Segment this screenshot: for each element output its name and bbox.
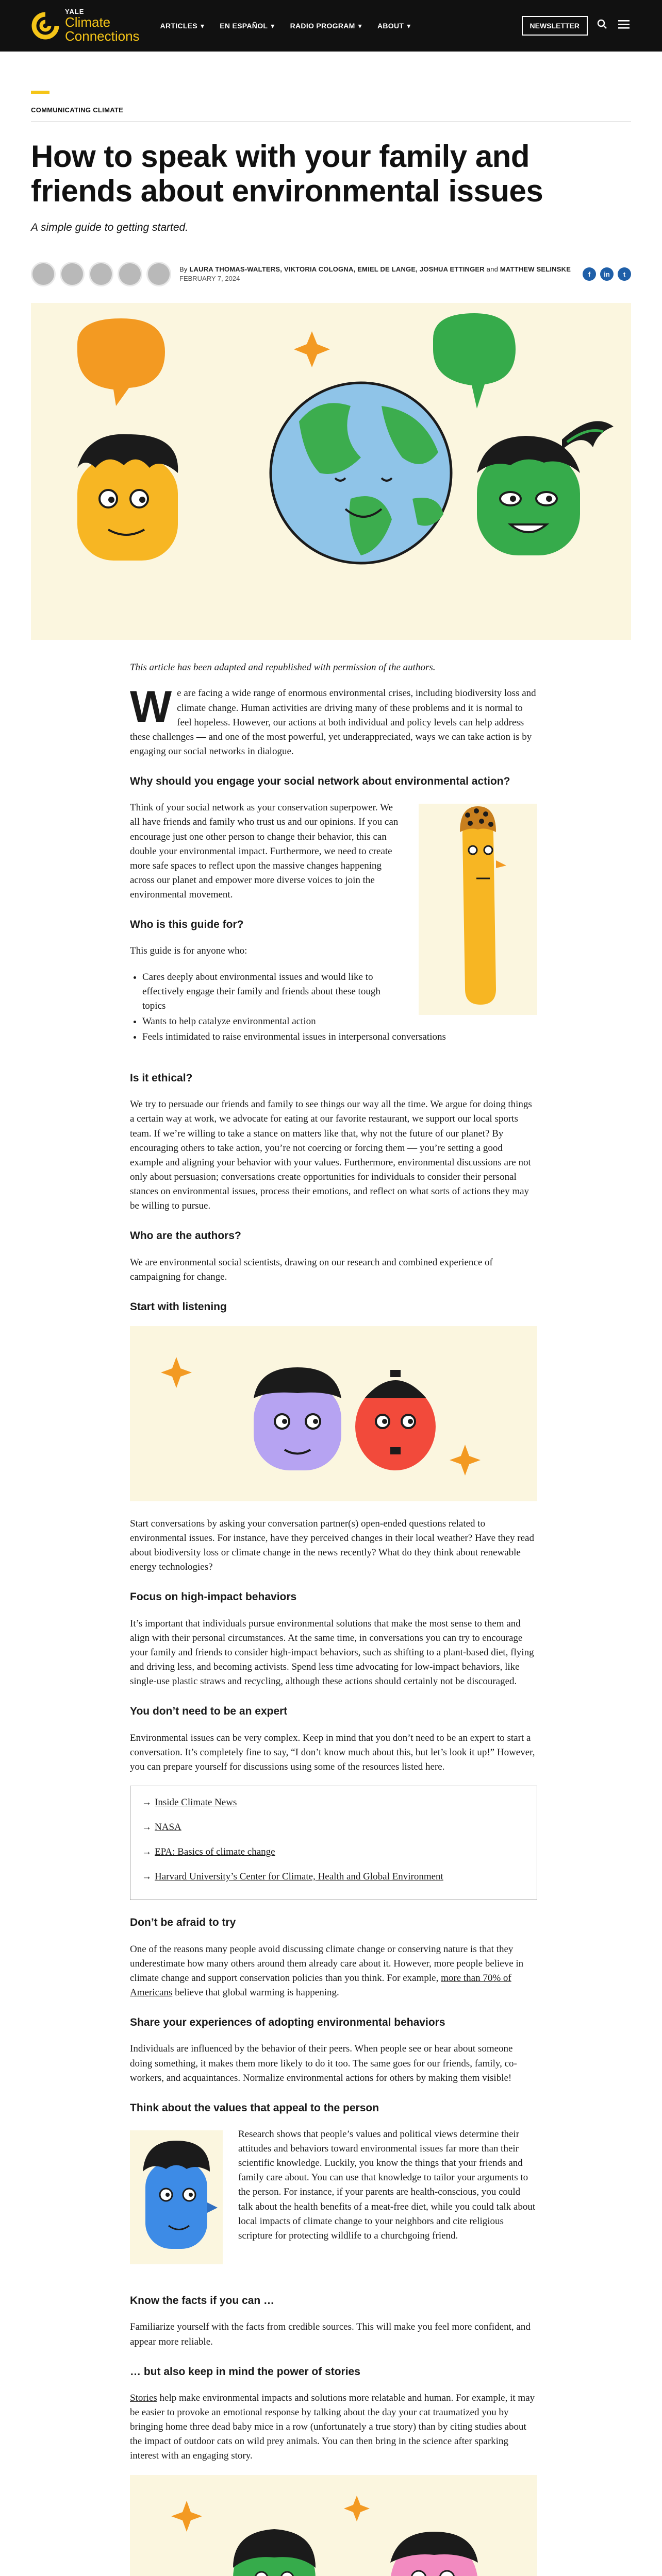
hamburger-icon[interactable] <box>617 20 631 32</box>
newsletter-button[interactable]: NEWSLETTER <box>522 16 588 36</box>
paragraph-text: One of the reasons many people avoid discussing climate change or conserving nature is that they underestimate how many others around them already care about it. However, more people believe in climate change and support conservation policies than you think. For example, <box>130 1943 524 1984</box>
main-menu <box>160 22 411 30</box>
category-link[interactable]: COMMUNICATING CLIMATE <box>31 106 124 114</box>
paragraph: We are environmental social scientists, drawing on our research and combined experience of campaigning for change. <box>130 1257 493 1282</box>
section-heading: Don’t be afraid to try <box>130 1917 236 1929</box>
stories-link[interactable]: Stories <box>130 2392 157 2403</box>
logo-climate: Climate <box>65 14 111 30</box>
top-navigation <box>0 0 662 52</box>
bottom-faces-illustration <box>130 2475 537 2576</box>
paragraph: We try to persuade our friends and family to see things our way all the time. We argue for doing things a certain way at work, we advocate for eating at our favorite restaurant, we support our local sports team. If we’re willing to take a stance on matters like that, why not the future of our planet? By encouraging others to take action, you’re not coercing or forcing them — you’re setting a good example and aligning your behavior with your values. Furthermore, environmental discussions are not only about persuasion; conversations create opportunities for individuals to consider their personal stances on environmental issues, process their emotions, and reflect on what sorts of actions they may be willing to pursue. <box>130 1099 532 1212</box>
paragraph: Familiarize yourself with the facts from credible sources. This will make you feel more confident, and appear more reliable. <box>130 2321 531 2347</box>
author-avatars <box>31 262 171 286</box>
divider <box>31 121 631 122</box>
section-heading: Share your experiences of adopting environmental behaviors <box>130 2016 445 2029</box>
arrow-right-icon: → <box>142 1846 152 1858</box>
paragraph: Research shows that people’s values and political views determine their attitudes and behaviors toward environmental issues far more than their scientific knowledge. Luckily, you know the things that your friends and family care about. You can use that knowledge to tailor your arguments to the person. For instance, if your parents are health-conscious, you could talk about the health benefits of a meat-free diet, while you could talk about local impacts of climate change to your neighbors and cite religious scripture for protecting wildlife to a churchgoing friend. <box>238 2129 536 2241</box>
paragraph-text: e are facing a wide range of enormous environmental crises, including biodiversity loss and climate change. Human activities are driving many of these problems and it is normal to feel hopeless. However, our actions at both individual and policy levels can help address these challenges — and one of the most powerful, yet underappreciated, ways we can take action is by engaging our social networks in dialogue. <box>130 688 536 757</box>
list-item: • Cares deeply about environmental issues and would like to effectively engage their family and friends about these tough topics <box>142 970 537 1013</box>
resource-link[interactable]: NASA <box>155 1822 181 1833</box>
avatar[interactable] <box>60 262 85 286</box>
chevron-down-icon: ▾ <box>271 21 275 30</box>
avatar[interactable] <box>31 262 56 286</box>
share-buttons <box>583 267 631 281</box>
people-and-earth-illustration <box>31 303 631 640</box>
menu-item-en-espanol[interactable] <box>220 22 274 30</box>
list-item: • Wants to help catalyze environmental action <box>142 1014 537 1029</box>
bottom-faces-icon <box>130 2475 537 2576</box>
section-heading: Is it ethical? <box>130 1072 193 1084</box>
section-heading: Who are the authors? <box>130 1230 241 1242</box>
blue-face-icon <box>130 2130 223 2264</box>
byline-and: and <box>486 265 498 273</box>
blue-face-illustration <box>130 2130 223 2269</box>
site-logo[interactable] <box>31 8 140 43</box>
two-faces-illustration <box>130 1326 537 1501</box>
avatar[interactable] <box>89 262 113 286</box>
section-heading: Know the facts if you can … <box>130 2295 275 2307</box>
resource-item <box>142 1795 525 1810</box>
menu-item-label: RADIO PROGRAM <box>290 22 355 30</box>
article-subtitle: A simple guide to getting started. <box>31 222 189 234</box>
menu-item-articles[interactable] <box>160 22 205 30</box>
section-heading: You don’t need to be an expert <box>130 1705 288 1718</box>
section-heading: … but also keep in mind the power of stories <box>130 2365 360 2378</box>
logo-yale: YALE <box>65 7 85 15</box>
article-title: How to speak with your family and friends about environmental issues <box>31 139 543 209</box>
resource-item <box>142 1845 525 1859</box>
paragraph-text: believe that global warming is happening. <box>172 1987 339 1998</box>
menu-item-label: ARTICLES <box>160 22 197 30</box>
menu-item-label: ABOUT <box>377 22 404 30</box>
linkedin-icon[interactable]: in <box>600 267 614 281</box>
chevron-down-icon: ▾ <box>200 21 205 30</box>
section-heading: Focus on high-impact behaviors <box>130 1591 297 1603</box>
chevron-down-icon: ▾ <box>407 21 411 30</box>
menu-item-label: EN ESPAÑOL <box>220 22 268 30</box>
hero-illustration <box>31 303 631 640</box>
resource-item <box>142 1870 525 1884</box>
resource-link[interactable]: Harvard University’s Center for Climate, Health and Global Environment <box>155 1871 443 1883</box>
resource-link[interactable]: Inside Climate News <box>155 1797 237 1808</box>
resource-item <box>142 1820 525 1835</box>
paragraph: Think of your social network as your conservation superpower. We all have friends and family who trust us and our opinions. If you can encourage just one other person to change their behavior, this can double your environmental impact. Furthermore, we need to create more safe spaces to reflect upon the massive changes happening across our planet and empower more diverse voices to join the environmental movement. <box>130 802 399 900</box>
last-author[interactable]: MATTHEW SELINSKE <box>500 265 571 273</box>
facebook-icon[interactable]: f <box>583 267 596 281</box>
tall-person-icon <box>419 804 537 1015</box>
byline-row <box>31 262 631 286</box>
author-names[interactable]: LAURA THOMAS-WALTERS, VIKTORIA COLOGNA, EMIEL DE LANGE, JOSHUA ETTINGER <box>189 265 485 273</box>
byline-by: By <box>179 265 188 273</box>
dropcap: W <box>130 682 172 732</box>
search-icon[interactable] <box>595 19 609 32</box>
resource-link[interactable]: EPA: Basics of climate change <box>155 1846 275 1858</box>
byline <box>179 265 571 284</box>
paragraph-text: help make environmental impacts and solutions more relatable and human. For example, it may be easier to provoke an emotional response by talking about the day your cat traumatized you by bringing home three dead baby mice in a row (unfortunately a true story) than by citing studies about the impact of outdoor cats on wild prey animals. You can then bring in the science after sparking interest with an engaging story. <box>130 2392 535 2462</box>
publish-date: FEBRUARY 7, 2024 <box>179 275 240 283</box>
paragraph <box>130 682 537 759</box>
paragraph <box>130 1942 537 2000</box>
article-body <box>130 660 537 2576</box>
chevron-down-icon: ▾ <box>358 21 362 30</box>
accent-bar <box>31 91 49 94</box>
avatar[interactable] <box>146 262 171 286</box>
arrow-right-icon: → <box>142 1871 152 1883</box>
logo-mark-icon <box>31 11 60 40</box>
menu-item-about[interactable] <box>377 22 411 30</box>
list-item: • Feels intimidated to raise environmental issues in interpersonal conversations <box>142 1030 537 1044</box>
survey-link[interactable]: more than 70% of Americans <box>130 1972 511 1998</box>
arrow-right-icon: → <box>142 1822 152 1833</box>
avatar[interactable] <box>118 262 142 286</box>
section-heading: Think about the values that appeal to the person <box>130 2102 379 2114</box>
section-heading: Start with listening <box>130 1300 227 1313</box>
paragraph: Environmental issues can be very complex. Keep in mind that you don’t need to be an expert to start a conversation. It’s completely fine to say, “I don’t know much about this, but let’s look it up!” However, you can prepare yourself for discussions using some of the resources listed here. <box>130 1732 535 1772</box>
paragraph: It’s important that individuals pursue environmental solutions that make the most sense to them and align with their personal circumstances. At the same time, in conversations you can try to encourage your family and friends to consider high-impact behaviors, such as shifting to a plant-based diet, flying and driving less, and becoming activists. Spend less time advocating for low-impact behaviors, like single-use plastic straws and recycling, although these actions should certainly not be discouraged. <box>130 1618 534 1687</box>
section-heading: Who is this guide for? <box>130 919 244 931</box>
twitter-icon[interactable]: t <box>618 267 631 281</box>
resources-box <box>130 1786 537 1900</box>
republish-note: This article has been adapted and republished with permission of the authors. <box>130 662 436 673</box>
logo-connections: Connections <box>65 28 140 44</box>
paragraph <box>130 2391 537 2464</box>
paragraph: Start conversations by asking your conversation partner(s) open-ended questions related to environmental issues. For instance, have they perceived changes in their local weather? Have they read about biodiversity loss or climate change in the news recently? What do they think about renewable energy technologies? <box>130 1518 534 1573</box>
paragraph: Individuals are influenced by the behavior of their peers. When people see or hear about someone doing something, it makes them more likely to do it too. The same goes for our friends, family, co-workers, and acquaintances. Normalize environmental actions for others by making them visible! <box>130 2043 517 2083</box>
tall-person-illustration <box>419 804 537 1020</box>
arrow-right-icon: → <box>142 1797 152 1808</box>
menu-item-radio-program[interactable] <box>290 22 362 30</box>
listening-faces-icon <box>130 1326 537 1501</box>
paragraph: This guide is for anyone who: <box>130 945 247 957</box>
article-header <box>0 91 662 286</box>
section-heading: Why should you engage your social network about environmental action? <box>130 775 510 788</box>
